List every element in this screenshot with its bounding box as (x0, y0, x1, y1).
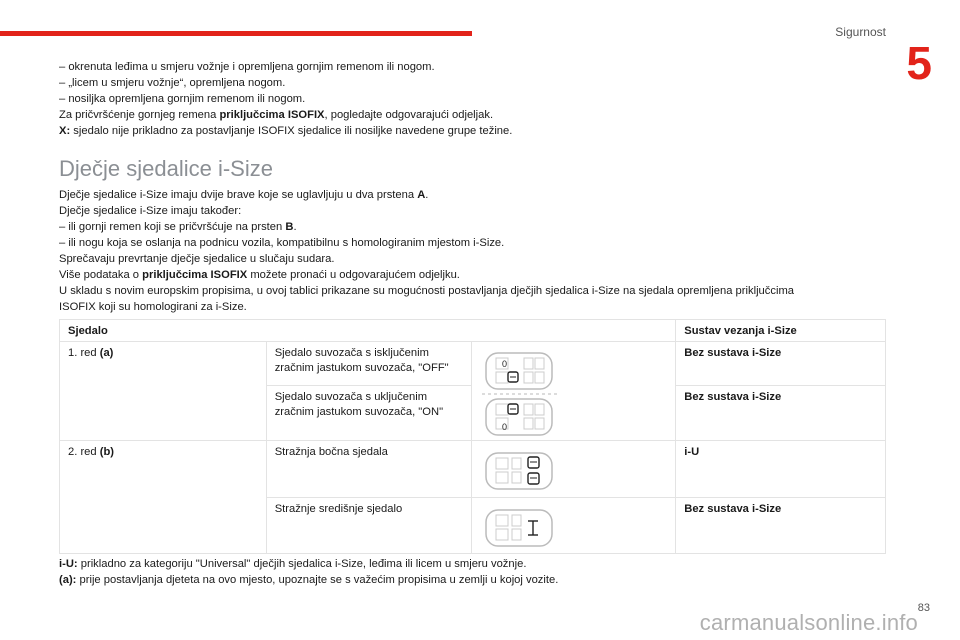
bold-text: (a): (59, 574, 77, 586)
car-diagram-cell (472, 441, 676, 498)
text: zračnim jastukom suvozača, "ON" (274, 406, 444, 419)
car-seat-rear-center-diagram-icon (482, 506, 562, 552)
bold-text: X: (59, 125, 71, 137)
text: Dječje sjedalice i-Size imaju dvije brave koje se uglavljuju u dva prstena (59, 189, 418, 201)
bold-text: Bez sustava i-Size (684, 391, 782, 404)
footnote-line (59, 573, 558, 587)
header-accent-bar (0, 31, 472, 36)
text: Sjedalo suvozača s uključenim (274, 391, 428, 404)
paragraph-line (59, 268, 460, 282)
table-row (60, 441, 886, 498)
bold-text: priključcima ISOFIX (219, 109, 325, 121)
text: . (425, 189, 429, 201)
seat-description: Stražnje središnje sjedalo (266, 498, 472, 554)
car-diagram-cell (472, 342, 676, 441)
text: Više podataka o (59, 269, 143, 281)
header-system: Sustav vezanja i-Size (676, 320, 886, 342)
row-label (60, 441, 267, 554)
footnote-line (59, 557, 526, 571)
intro-line: – nosiljka opremljena gornjim remenom ili nogom. (59, 93, 306, 105)
text: Za pričvršćenje gornjeg remena (59, 109, 220, 121)
bold-text: B (285, 221, 294, 233)
bold-text: A (417, 189, 426, 201)
seat-description: Stražnja bočna sjedala (266, 441, 472, 498)
bold-text: Bez sustava i-Size (684, 503, 782, 515)
watermark: carmanualsonline.info (699, 610, 918, 635)
text: 1. red (68, 347, 97, 359)
bold-text: (a) (99, 347, 114, 359)
text: možete pronaći u odgovarajućem odjeljku. (247, 269, 460, 281)
bold-text: priključcima ISOFIX (142, 269, 248, 281)
paragraph-line: – ili nogu koja se oslanja na podnicu vozila, kompatibilnu s homologiranim mjestom i-Size. (59, 237, 505, 249)
seat-description (266, 342, 472, 386)
text: Sjedalo suvozača s isključenim (274, 347, 429, 359)
text: prikladno za kategoriju "Universal" dječjih sjedalica i-Size, leđima ili licem u smjeru vožnje. (77, 558, 527, 570)
table-row (60, 342, 886, 386)
intro-line: – „licem u smjeru vožnje“, opremljena nogom. (59, 77, 286, 89)
svg-text:0: 0 (502, 422, 508, 432)
text: 2. red (68, 446, 97, 458)
isize-table (59, 319, 886, 554)
paragraph-line (59, 220, 297, 234)
intro-line (59, 108, 493, 122)
system-value (676, 386, 886, 441)
text: prije postavljanja djeteta na ovo mjesto, upoznajte se s važećim propisima u zemlji u kojoj vozite. (76, 574, 559, 586)
text: , pogledajte odgovarajući odjeljak. (324, 109, 494, 121)
svg-text:0: 0 (502, 359, 508, 369)
chapter-number: 5 (906, 37, 932, 89)
table-header-row (60, 320, 886, 342)
bold-text: Bez sustava i-Size (684, 347, 782, 359)
bold-text: i-U (684, 446, 700, 458)
car-seat-rear-side-diagram-icon (482, 449, 562, 495)
section-heading: Dječje sjedalice i-Size (59, 156, 273, 181)
paragraph-line (59, 188, 428, 202)
text: zračnim jastukom suvozača, "OFF" (274, 362, 449, 374)
text: sjedalo nije prikladno za postavljanje ISOFIX sjedalice ili nosiljke navedene grupe težine. (70, 125, 513, 137)
system-value (676, 498, 886, 554)
row-label (60, 342, 267, 441)
section-title: Sigurnost (835, 25, 886, 39)
seat-description (266, 386, 472, 441)
paragraph-line: Sprečavaju prevrtanje dječje sjedalice u slučaju sudara. (59, 253, 335, 265)
bold-text: (b) (99, 446, 115, 458)
text: – ili gornji remen koji se pričvršćuje na prsten (59, 221, 286, 233)
paragraph-line: Dječje sjedalice i-Size imaju također: (59, 205, 242, 217)
paragraph-line: ISOFIX koji su homologirani za i-Size. (59, 301, 247, 313)
system-value (676, 441, 886, 498)
bold-text: i-U: (59, 558, 78, 570)
paragraph-line: U skladu s novim europskim propisima, u ovoj tablici prikazane su mogućnosti postavljanja dječjih sjedalica i-Size na sjedala opremljena priključcima (59, 285, 794, 297)
page-number: 83 (917, 602, 930, 614)
text: . (293, 221, 297, 233)
car-diagram-cell (472, 498, 676, 554)
car-seat-front-diagram-icon (482, 350, 562, 440)
header-seat: Sjedalo (60, 320, 676, 342)
system-value (676, 342, 886, 386)
intro-line (59, 124, 512, 138)
intro-line: – okrenuta leđima u smjeru vožnje i opremljena gornjim remenom ili nogom. (59, 61, 435, 73)
